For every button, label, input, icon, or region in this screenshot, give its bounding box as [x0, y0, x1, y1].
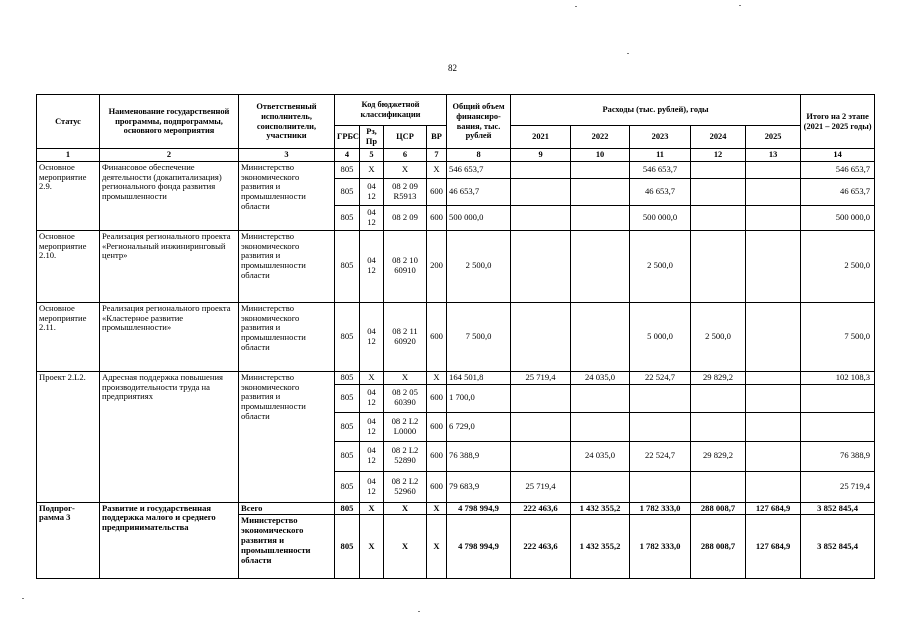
cell-2024: 288 008,7	[691, 515, 746, 579]
cell-2023: 5 000,0	[630, 302, 691, 371]
cell-stage: 76 388,9	[801, 441, 875, 471]
table-row	[37, 371, 875, 384]
cell-grbs: 805	[335, 302, 360, 371]
header-csr: ЦСР	[384, 126, 427, 149]
cell-csr: Х	[384, 515, 427, 579]
header-expenses: Расходы (тыс. рублей), годы	[511, 95, 801, 126]
cell-grbs: 805	[335, 161, 360, 178]
cell-total: 46 653,7	[447, 178, 511, 205]
cell-2021	[511, 178, 571, 205]
cell-stage: 500 000,0	[801, 205, 875, 230]
cell-2025	[746, 205, 801, 230]
col-num: 11	[630, 149, 691, 162]
cell-2023: 500 000,0	[630, 205, 691, 230]
cell-2024: 288 008,7	[691, 502, 746, 515]
cell-2021	[511, 412, 571, 441]
row-executor: Министерство экономического развития и промышленности области	[239, 302, 335, 371]
cell-rzpr: Х	[360, 161, 384, 178]
page-number: 82	[448, 63, 457, 73]
cell-stage: 3 852 845,4	[801, 502, 875, 515]
cell-vr: 600	[427, 205, 447, 230]
row-status: Подпрог-рамма 3	[37, 502, 100, 579]
cell-vr: Х	[427, 371, 447, 384]
header-grbs: ГРБС	[335, 126, 360, 149]
row-name: Адресная поддержка повышения производительности труда на предприятиях	[100, 371, 239, 502]
col-num: 1	[37, 149, 100, 162]
row-status: Основное мероприятие 2.9.	[37, 161, 100, 230]
cell-vr: 600	[427, 384, 447, 412]
col-num: 7	[427, 149, 447, 162]
cell-2021: 222 463,6	[511, 502, 571, 515]
cell-2025	[746, 412, 801, 441]
cell-vr: Х	[427, 515, 447, 579]
cell-2022	[571, 205, 630, 230]
cell-2025	[746, 371, 801, 384]
header-rzpr: Рз, Пр	[360, 126, 384, 149]
table-row	[37, 230, 875, 302]
cell-2024	[691, 471, 746, 502]
cell-grbs: 805	[335, 502, 360, 515]
cell-grbs: 805	[335, 384, 360, 412]
cell-csr: 08 2 11 60920	[384, 302, 427, 371]
row-name: Реализация регионального проекта «Региональный инжиниринговый центр»	[100, 230, 239, 302]
header-total: Общий объем финансиро-вания, тыс. рублей	[447, 95, 511, 149]
cell-2025	[746, 441, 801, 471]
cell-stage: 7 500,0	[801, 302, 875, 371]
cell-vr: 600	[427, 441, 447, 471]
cell-2022	[571, 230, 630, 302]
cell-vr: 600	[427, 471, 447, 502]
cell-2022: 24 035,0	[571, 371, 630, 384]
row-executor: Министерство экономического развития и промышленности области	[239, 515, 335, 579]
cell-2024	[691, 230, 746, 302]
row-status: Основное мероприятие 2.10.	[37, 230, 100, 302]
cell-total: 4 798 994,9	[447, 502, 511, 515]
header-2023: 2023	[630, 126, 691, 149]
cell-2024: 2 500,0	[691, 302, 746, 371]
scan-speck	[575, 6, 577, 7]
cell-2022	[571, 384, 630, 412]
cell-csr: Х	[384, 371, 427, 384]
cell-2025	[746, 384, 801, 412]
cell-stage: 3 852 845,4	[801, 515, 875, 579]
cell-2021	[511, 205, 571, 230]
cell-total: 7 500,0	[447, 302, 511, 371]
cell-2025	[746, 161, 801, 178]
cell-total: 500 000,0	[447, 205, 511, 230]
cell-2024	[691, 178, 746, 205]
cell-stage	[801, 412, 875, 441]
cell-csr: 08 2 L2 L0000	[384, 412, 427, 441]
row-executor: Министерство экономического развития и промышленности области	[239, 230, 335, 302]
header-status: Статус	[37, 95, 100, 149]
cell-grbs: 805	[335, 371, 360, 384]
cell-rzpr: 04 12	[360, 230, 384, 302]
cell-2023: 22 524,7	[630, 441, 691, 471]
cell-rzpr: 04 12	[360, 384, 384, 412]
cell-2022: 24 035,0	[571, 441, 630, 471]
cell-csr: 08 2 L2 52890	[384, 441, 427, 471]
cell-vr: Х	[427, 502, 447, 515]
cell-rzpr: 04 12	[360, 205, 384, 230]
cell-2025: 127 684,9	[746, 515, 801, 579]
cell-rzpr: Х	[360, 515, 384, 579]
cell-vr: 200	[427, 230, 447, 302]
col-num: 14	[801, 149, 875, 162]
cell-total: 1 700,0	[447, 384, 511, 412]
cell-vr: 600	[427, 412, 447, 441]
cell-grbs: 805	[335, 230, 360, 302]
col-num: 12	[691, 149, 746, 162]
cell-2022	[571, 161, 630, 178]
col-num: 8	[447, 149, 511, 162]
cell-2022	[571, 178, 630, 205]
cell-total: 164 501,8	[447, 371, 511, 384]
cell-csr: Х	[384, 161, 427, 178]
cell-2021: 222 463,6	[511, 515, 571, 579]
cell-grbs: 805	[335, 205, 360, 230]
cell-rzpr: 04 12	[360, 302, 384, 371]
col-num: 3	[239, 149, 335, 162]
cell-2021: 25 719,4	[511, 471, 571, 502]
cell-2022: 1 432 355,2	[571, 502, 630, 515]
cell-total: 76 388,9	[447, 441, 511, 471]
cell-2025	[746, 471, 801, 502]
cell-2024: 29 829,2	[691, 371, 746, 384]
cell-stage: 2 500,0	[801, 230, 875, 302]
scan-speck	[627, 53, 629, 54]
col-num: 2	[100, 149, 239, 162]
cell-stage: 25 719,4	[801, 471, 875, 502]
budget-table	[36, 94, 875, 579]
cell-grbs: 805	[335, 471, 360, 502]
row-name: Реализация регионального проекта «Кластерное развитие промышленности»	[100, 302, 239, 371]
row-name: Финансовое обеспечение деятельности (докапитализация) регионального фонда развития промышленности	[100, 161, 239, 230]
cell-csr: Х	[384, 502, 427, 515]
cell-vr: 600	[427, 178, 447, 205]
row-name: Развитие и государственная поддержка малого и среднего предпринимательства	[100, 502, 239, 579]
cell-2021	[511, 441, 571, 471]
cell-2024	[691, 161, 746, 178]
cell-csr: 08 2 10 60910	[384, 230, 427, 302]
col-num: 6	[384, 149, 427, 162]
cell-2021	[511, 384, 571, 412]
header-2024: 2024	[691, 126, 746, 149]
row-executor: Всего	[239, 502, 335, 515]
header-name: Наименование государственной программы, подпрограммы, основного мероприятия	[100, 95, 239, 149]
cell-vr: 600	[427, 302, 447, 371]
col-num: 10	[571, 149, 630, 162]
cell-2025	[746, 302, 801, 371]
cell-2025: 127 684,9	[746, 502, 801, 515]
row-status: Проект 2.L2.	[37, 371, 100, 502]
cell-stage: 102 108,3	[801, 371, 875, 384]
cell-2021	[511, 161, 571, 178]
cell-csr: 08 2 L2 52960	[384, 471, 427, 502]
col-num: 5	[360, 149, 384, 162]
cell-2023	[630, 412, 691, 441]
cell-2023: 546 653,7	[630, 161, 691, 178]
cell-stage	[801, 384, 875, 412]
row-status: Основное мероприятие 2.11.	[37, 302, 100, 371]
table-row	[37, 502, 875, 515]
cell-total: 79 683,9	[447, 471, 511, 502]
table-row	[37, 302, 875, 371]
cell-2022: 1 432 355,2	[571, 515, 630, 579]
cell-2024	[691, 205, 746, 230]
scan-speck	[739, 5, 741, 6]
cell-2021	[511, 302, 571, 371]
header-executor: Ответственный исполнитель, соисполнители, участники	[239, 95, 335, 149]
cell-rzpr: 04 12	[360, 178, 384, 205]
cell-csr: 08 2 09 R5913	[384, 178, 427, 205]
row-executor: Министерство экономического развития и промышленности области	[239, 371, 335, 502]
cell-rzpr: 04 12	[360, 471, 384, 502]
cell-grbs: 805	[335, 515, 360, 579]
cell-2023: 2 500,0	[630, 230, 691, 302]
cell-grbs: 805	[335, 178, 360, 205]
cell-csr: 08 2 09	[384, 205, 427, 230]
cell-rzpr: Х	[360, 371, 384, 384]
cell-2022	[571, 412, 630, 441]
cell-vr: Х	[427, 161, 447, 178]
cell-stage: 46 653,7	[801, 178, 875, 205]
scan-speck	[418, 611, 420, 612]
cell-2023: 1 782 333,0	[630, 502, 691, 515]
cell-2021	[511, 230, 571, 302]
cell-2023: 1 782 333,0	[630, 515, 691, 579]
cell-total: 2 500,0	[447, 230, 511, 302]
cell-2023: 46 653,7	[630, 178, 691, 205]
col-num: 13	[746, 149, 801, 162]
header-2025: 2025	[746, 126, 801, 149]
header-vr: ВР	[427, 126, 447, 149]
cell-grbs: 805	[335, 412, 360, 441]
col-num: 9	[511, 149, 571, 162]
header-2021: 2021	[511, 126, 571, 149]
column-numbers-row	[37, 149, 875, 162]
cell-csr: 08 2 05 60390	[384, 384, 427, 412]
cell-rzpr: Х	[360, 502, 384, 515]
cell-2024	[691, 384, 746, 412]
cell-2023: 22 524,7	[630, 371, 691, 384]
cell-rzpr: 04 12	[360, 412, 384, 441]
cell-2024: 29 829,2	[691, 441, 746, 471]
cell-total: 546 653,7	[447, 161, 511, 178]
cell-2025	[746, 178, 801, 205]
scan-speck	[22, 598, 24, 599]
cell-total: 6 729,0	[447, 412, 511, 441]
table-row	[37, 161, 875, 178]
cell-2022	[571, 302, 630, 371]
cell-2023	[630, 471, 691, 502]
cell-rzpr: 04 12	[360, 441, 384, 471]
header-2022: 2022	[571, 126, 630, 149]
cell-2021: 25 719,4	[511, 371, 571, 384]
cell-2025	[746, 230, 801, 302]
header-stage-total: Итого на 2 этапе (2021 – 2025 годы)	[801, 95, 875, 149]
cell-stage: 546 653,7	[801, 161, 875, 178]
col-num: 4	[335, 149, 360, 162]
row-executor: Министерство экономического развития и промышленности области	[239, 161, 335, 230]
cell-2023	[630, 384, 691, 412]
header-budget-code: Код бюджетной классификации	[335, 95, 447, 126]
cell-total: 4 798 994,9	[447, 515, 511, 579]
cell-2024	[691, 412, 746, 441]
cell-2022	[571, 471, 630, 502]
cell-grbs: 805	[335, 441, 360, 471]
